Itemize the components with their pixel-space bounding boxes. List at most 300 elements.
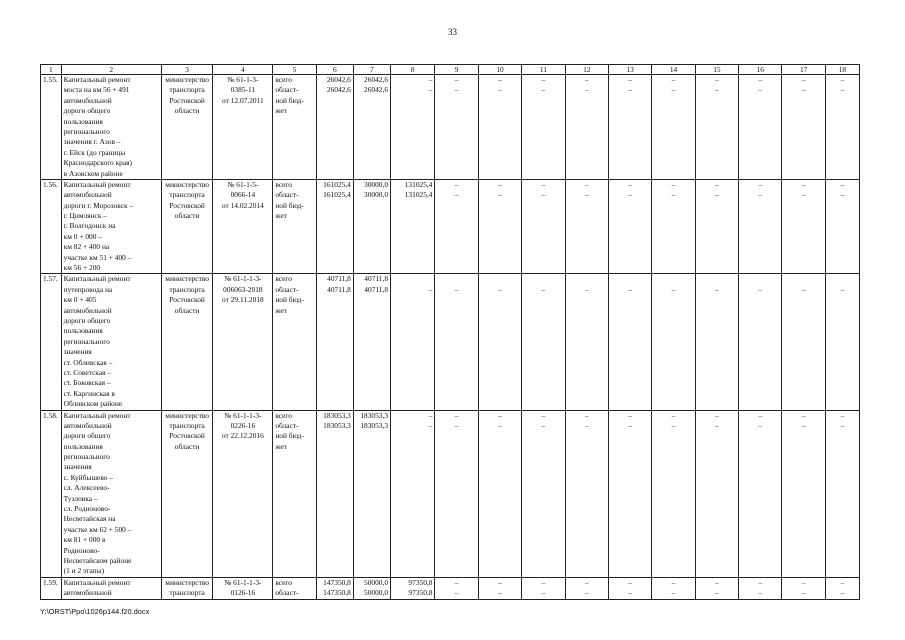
header-cell: 18 xyxy=(825,65,859,75)
value-cell xyxy=(565,274,608,410)
value-cell xyxy=(316,410,353,577)
text-line: области xyxy=(174,441,200,451)
value-cell xyxy=(825,179,859,274)
value-line: 50000,0 xyxy=(364,577,389,587)
value-line: – xyxy=(584,190,589,200)
value-cell xyxy=(391,75,435,180)
value-line: – xyxy=(584,420,589,430)
object-name-cell xyxy=(61,410,161,577)
header-cell: 5 xyxy=(273,65,316,75)
value-line: – xyxy=(428,420,433,430)
value-cell xyxy=(391,274,435,410)
text-line: № 61-1-1-3- xyxy=(224,577,262,587)
value-line: – xyxy=(801,410,806,420)
value-line: 183053,3 xyxy=(323,410,351,420)
value-cell xyxy=(565,577,608,599)
value-cell xyxy=(652,274,695,410)
page-number: 33 xyxy=(448,27,457,37)
value-line: 147350,8 xyxy=(323,588,351,598)
text-line: км 56 + 200 xyxy=(63,263,101,273)
value-cell xyxy=(825,410,859,577)
value-cell xyxy=(608,577,651,599)
header-cell: 6 xyxy=(316,65,353,75)
value-line: 40711,8 xyxy=(327,284,351,294)
value-line: – xyxy=(541,179,546,189)
text-line: сл. Алексеево- xyxy=(63,483,110,493)
value-line: – xyxy=(498,179,502,189)
value-line: – xyxy=(801,588,806,598)
value-line: – xyxy=(801,75,806,84)
value-cell xyxy=(608,179,651,274)
row-number-cell: 1.55. xyxy=(41,75,62,180)
value-cell xyxy=(608,75,651,180)
funding-source-cell xyxy=(273,577,316,599)
row-number-cell: 1.57. xyxy=(41,274,62,410)
value-cell xyxy=(739,577,782,599)
text-line: министерство xyxy=(165,274,209,284)
value-line: – xyxy=(454,85,459,95)
value-line xyxy=(393,274,432,284)
value-line: 40711,8 xyxy=(364,274,389,284)
text-line: области xyxy=(174,211,200,221)
value-line: – xyxy=(671,284,676,294)
funding-source-cell xyxy=(273,410,316,577)
value-cell xyxy=(435,274,478,410)
text-line: км 81 + 000 в xyxy=(63,535,106,545)
header-cell: 3 xyxy=(161,65,213,75)
text-line: Краснодарского края) xyxy=(63,158,133,168)
text-line: Ростовской xyxy=(169,200,205,210)
value-cell xyxy=(353,410,390,577)
value-line xyxy=(784,274,822,284)
value-line: – xyxy=(715,410,719,420)
value-cell xyxy=(652,179,695,274)
responsible-org-cell xyxy=(161,179,213,274)
text-line: 0066-14 xyxy=(230,190,256,200)
value-cell xyxy=(353,577,390,599)
text-line: 0226-16 xyxy=(230,420,256,430)
text-line: Ростовской xyxy=(169,431,205,441)
text-line: км 0 + 405 xyxy=(63,295,97,305)
value-line: – xyxy=(628,410,632,420)
text-line: № 61-1-1-3- xyxy=(224,274,262,284)
document-cell xyxy=(213,75,273,180)
text-line: жет xyxy=(275,211,287,221)
value-line xyxy=(698,274,736,284)
text-line: путепровода на xyxy=(63,284,113,294)
value-cell xyxy=(782,410,825,577)
value-line: – xyxy=(801,577,806,587)
value-cell xyxy=(652,75,695,180)
text-line: в Азовском районе xyxy=(63,168,123,178)
value-line: – xyxy=(541,85,546,95)
text-line: автомобильной xyxy=(63,305,112,315)
text-line: Капитальный ремонт xyxy=(63,274,131,284)
value-line: – xyxy=(671,420,676,430)
value-cell xyxy=(522,410,565,577)
value-line: – xyxy=(541,410,546,420)
value-line: 131025,4 xyxy=(404,179,433,189)
value-cell xyxy=(435,75,478,180)
text-line: автомобильной xyxy=(63,420,112,430)
text-line: значения xyxy=(63,347,92,357)
value-cell xyxy=(782,577,825,599)
header-cell: 9 xyxy=(435,65,478,75)
text-line: Капитальный ремонт xyxy=(63,179,131,189)
text-line: ной бюд- xyxy=(275,295,304,305)
text-line: Несветайская на xyxy=(63,514,116,524)
text-line: дороги г. Морозовск – xyxy=(63,200,134,210)
value-line xyxy=(741,274,779,284)
value-cell xyxy=(565,410,608,577)
header-cell: 10 xyxy=(478,65,521,75)
value-line: – xyxy=(671,588,676,598)
value-line: – xyxy=(584,577,589,587)
text-line: област- xyxy=(275,284,299,294)
value-line: – xyxy=(454,75,459,84)
value-cell xyxy=(608,410,651,577)
value-cell xyxy=(739,410,782,577)
text-line: всего xyxy=(275,410,292,420)
value-cell xyxy=(353,75,390,180)
file-path: Y:\ORST\Ppo\1026p144.f20.docx xyxy=(40,607,150,616)
value-line: – xyxy=(628,588,632,598)
value-line: – xyxy=(671,75,676,84)
text-line: жет xyxy=(275,441,287,451)
text-line: участке км 62 + 500 – xyxy=(63,524,132,534)
value-cell xyxy=(522,274,565,410)
value-line: – xyxy=(715,420,719,430)
text-line: ной бюд- xyxy=(275,431,304,441)
value-line: – xyxy=(628,577,632,587)
value-line: – xyxy=(840,75,845,84)
value-line: – xyxy=(428,75,433,84)
value-line xyxy=(828,274,857,284)
object-name-cell xyxy=(61,179,161,274)
value-line: – xyxy=(671,410,676,420)
header-cell: 12 xyxy=(565,65,608,75)
value-line: – xyxy=(584,284,589,294)
value-line: – xyxy=(671,179,676,189)
value-line: – xyxy=(758,284,763,294)
text-line: (1 и 2 этапы) xyxy=(63,566,105,576)
value-cell xyxy=(435,577,478,599)
value-line: – xyxy=(454,577,459,587)
value-line: – xyxy=(454,410,459,420)
header-cell: 13 xyxy=(608,65,651,75)
text-line: с. Куйбышево – xyxy=(63,472,114,482)
value-cell xyxy=(478,75,521,180)
value-line: – xyxy=(584,179,589,189)
value-line: – xyxy=(840,420,845,430)
value-line: – xyxy=(758,588,763,598)
text-line: министерство xyxy=(165,577,209,587)
value-cell xyxy=(522,577,565,599)
funding-source-cell xyxy=(273,75,316,180)
responsible-org-cell xyxy=(161,75,213,180)
value-cell xyxy=(522,179,565,274)
value-line: – xyxy=(498,284,502,294)
value-line xyxy=(437,274,475,284)
value-cell xyxy=(739,179,782,274)
text-line: № 61-1-5- xyxy=(227,179,259,189)
value-line: 97350,8 xyxy=(408,588,433,598)
value-cell xyxy=(353,274,390,410)
value-cell xyxy=(825,75,859,180)
value-line: – xyxy=(715,284,719,294)
text-line: г. Ейск (до границы xyxy=(63,147,126,157)
value-cell xyxy=(739,274,782,410)
value-line: – xyxy=(498,190,502,200)
value-line: – xyxy=(715,588,719,598)
text-line: ной бюд- xyxy=(275,95,304,105)
text-line: 006063-2018 xyxy=(223,284,263,294)
object-name-cell xyxy=(61,274,161,410)
value-line: – xyxy=(498,588,502,598)
object-name-cell xyxy=(61,577,161,599)
table-row xyxy=(41,179,860,274)
value-line xyxy=(481,274,519,284)
text-line: автомобильной xyxy=(63,95,112,105)
value-cell xyxy=(435,179,478,274)
value-cell xyxy=(608,274,651,410)
text-line: всего xyxy=(275,274,292,284)
value-cell xyxy=(391,410,435,577)
responsible-org-cell xyxy=(161,274,213,410)
value-cell xyxy=(478,577,521,599)
text-line: Тузловка – xyxy=(63,493,98,503)
text-line: моста на км 56 + 491 xyxy=(63,85,130,95)
value-line: – xyxy=(628,190,632,200)
value-line: – xyxy=(541,284,546,294)
text-line: област- xyxy=(275,190,299,200)
text-line: транспорта xyxy=(169,85,205,95)
text-line: км 82 + 400 на xyxy=(63,242,110,252)
text-line: Несветайском районе xyxy=(63,555,132,565)
text-line: № 61-1-3- xyxy=(227,75,259,84)
text-line: 0385-11 xyxy=(230,85,256,95)
value-line: – xyxy=(584,85,589,95)
value-line: – xyxy=(801,190,806,200)
value-cell xyxy=(353,179,390,274)
text-line: пользования xyxy=(63,116,103,126)
document-cell xyxy=(213,410,273,577)
header-cell: 4 xyxy=(213,65,273,75)
value-line: – xyxy=(715,85,719,95)
text-line: значения г. Азов – xyxy=(63,137,121,147)
value-line: – xyxy=(758,179,763,189)
document-cell xyxy=(213,577,273,599)
value-line: 26042,6 xyxy=(364,75,389,84)
value-line xyxy=(568,274,606,284)
value-line: – xyxy=(628,179,632,189)
text-line: област- xyxy=(275,588,299,598)
header-cell: 17 xyxy=(782,65,825,75)
value-line: – xyxy=(715,577,719,587)
value-line: – xyxy=(840,179,845,189)
text-line: Ростовской xyxy=(169,295,205,305)
value-line: – xyxy=(628,75,632,84)
text-line: г. Волгодонск на xyxy=(63,221,116,231)
value-cell xyxy=(695,274,738,410)
value-line: – xyxy=(584,410,589,420)
value-line xyxy=(611,274,649,284)
value-line: 97350,8 xyxy=(408,577,433,587)
value-cell xyxy=(825,577,859,599)
value-cell xyxy=(825,274,859,410)
value-line: – xyxy=(671,85,676,95)
text-line: ст. Советская – xyxy=(63,367,111,377)
text-line: области xyxy=(174,305,200,315)
funding-source-cell xyxy=(273,274,316,410)
text-line: участке км 51 + 400 – xyxy=(63,252,132,262)
table-row xyxy=(41,410,860,577)
header-cell: 8 xyxy=(391,65,435,75)
value-line: 26042,6 xyxy=(326,85,351,95)
text-line: автомобильной xyxy=(63,190,112,200)
value-cell xyxy=(695,577,738,599)
text-line: км 0 + 000 – xyxy=(63,231,102,241)
text-line: пользования xyxy=(63,326,103,336)
table-row xyxy=(41,274,860,410)
row-number-cell: 1.58. xyxy=(41,410,62,577)
text-line: Капитальный ремонт xyxy=(63,75,131,84)
text-line: министерство xyxy=(165,410,209,420)
text-line: жет xyxy=(275,106,287,116)
value-line: 161025,4 xyxy=(323,190,351,200)
value-line: – xyxy=(801,284,806,294)
value-line: – xyxy=(758,190,763,200)
value-cell xyxy=(782,274,825,410)
text-line: области xyxy=(174,106,200,116)
value-line: – xyxy=(454,179,459,189)
text-line: автомобильной xyxy=(63,588,112,598)
value-cell xyxy=(695,179,738,274)
value-cell xyxy=(652,577,695,599)
value-line: – xyxy=(715,75,719,84)
value-line: – xyxy=(671,577,676,587)
value-cell xyxy=(695,410,738,577)
value-line: – xyxy=(840,190,845,200)
value-line: 26042,6 xyxy=(326,75,351,84)
document-cell xyxy=(213,274,273,410)
value-cell xyxy=(316,179,353,274)
text-line: транспорта xyxy=(169,588,205,598)
value-line: – xyxy=(541,75,546,84)
value-line: 161025,4 xyxy=(323,179,351,189)
value-cell xyxy=(565,179,608,274)
text-line: от 22.12.2016 xyxy=(221,431,264,441)
text-line: Родионово- xyxy=(63,545,100,555)
value-line: 40711,8 xyxy=(327,274,351,284)
text-line: регионального xyxy=(63,126,110,136)
value-cell xyxy=(565,75,608,180)
value-cell xyxy=(435,410,478,577)
value-line: – xyxy=(628,420,632,430)
header-cell: 7 xyxy=(353,65,390,75)
value-line: – xyxy=(758,420,763,430)
value-line: – xyxy=(671,190,676,200)
value-line: – xyxy=(498,420,502,430)
value-line: – xyxy=(758,410,763,420)
header-row xyxy=(41,65,860,75)
budget-table xyxy=(40,64,860,600)
text-line: Капитальный ремонт xyxy=(63,410,131,420)
funding-source-cell xyxy=(273,179,316,274)
value-cell xyxy=(782,179,825,274)
table-row xyxy=(41,577,860,599)
value-line: – xyxy=(758,75,763,84)
value-line: 30000,0 xyxy=(364,190,389,200)
text-line: от 29.11.2018 xyxy=(222,295,264,305)
value-cell xyxy=(739,75,782,180)
value-line: – xyxy=(454,588,459,598)
value-line: – xyxy=(628,284,632,294)
value-cell xyxy=(695,75,738,180)
text-line: министерство xyxy=(165,179,209,189)
value-line: 147350,8 xyxy=(323,577,351,587)
header-cell: 16 xyxy=(739,65,782,75)
value-line: – xyxy=(758,577,763,587)
value-line: – xyxy=(628,85,632,95)
value-line: 26042,6 xyxy=(364,85,389,95)
value-line: – xyxy=(840,410,845,420)
value-line: – xyxy=(428,410,433,420)
value-line: 50000,0 xyxy=(364,588,389,598)
value-line: – xyxy=(498,577,502,587)
header-cell: 2 xyxy=(61,65,161,75)
row-number-cell: 1.56. xyxy=(41,179,62,274)
header-cell: 15 xyxy=(695,65,738,75)
text-line: транспорта xyxy=(169,420,205,430)
text-line: всего xyxy=(275,577,292,587)
value-line: – xyxy=(801,420,806,430)
text-line: дороги общего xyxy=(63,106,111,116)
text-line: всего xyxy=(275,75,292,84)
table-body xyxy=(41,65,860,600)
value-cell xyxy=(478,410,521,577)
value-cell xyxy=(316,274,353,410)
text-line: № 61-1-1-3- xyxy=(224,410,262,420)
value-cell xyxy=(391,577,435,599)
value-line: – xyxy=(428,85,433,95)
value-line: – xyxy=(428,284,433,294)
text-line: ст. Обливская – xyxy=(63,357,113,367)
responsible-org-cell xyxy=(161,577,213,599)
value-line: 183053,3 xyxy=(360,410,389,420)
value-cell xyxy=(316,75,353,180)
value-line: – xyxy=(584,588,589,598)
value-line xyxy=(524,274,562,284)
value-cell xyxy=(316,577,353,599)
value-cell xyxy=(652,410,695,577)
document-cell xyxy=(213,179,273,274)
value-line: – xyxy=(541,190,546,200)
value-line: – xyxy=(498,410,502,420)
value-line: – xyxy=(584,75,589,84)
value-line: 30000,0 xyxy=(364,179,389,189)
responsible-org-cell xyxy=(161,410,213,577)
text-line: 0126-16 xyxy=(230,588,256,598)
text-line: регионального xyxy=(63,336,110,346)
object-name-cell xyxy=(61,75,161,180)
text-line: министерство xyxy=(165,75,209,84)
text-line: Обливском районе xyxy=(63,399,123,409)
value-line: – xyxy=(715,179,719,189)
value-line: – xyxy=(715,190,719,200)
row-number-cell: 1.59. xyxy=(41,577,62,599)
text-line: ст. Боковская – xyxy=(63,378,111,388)
